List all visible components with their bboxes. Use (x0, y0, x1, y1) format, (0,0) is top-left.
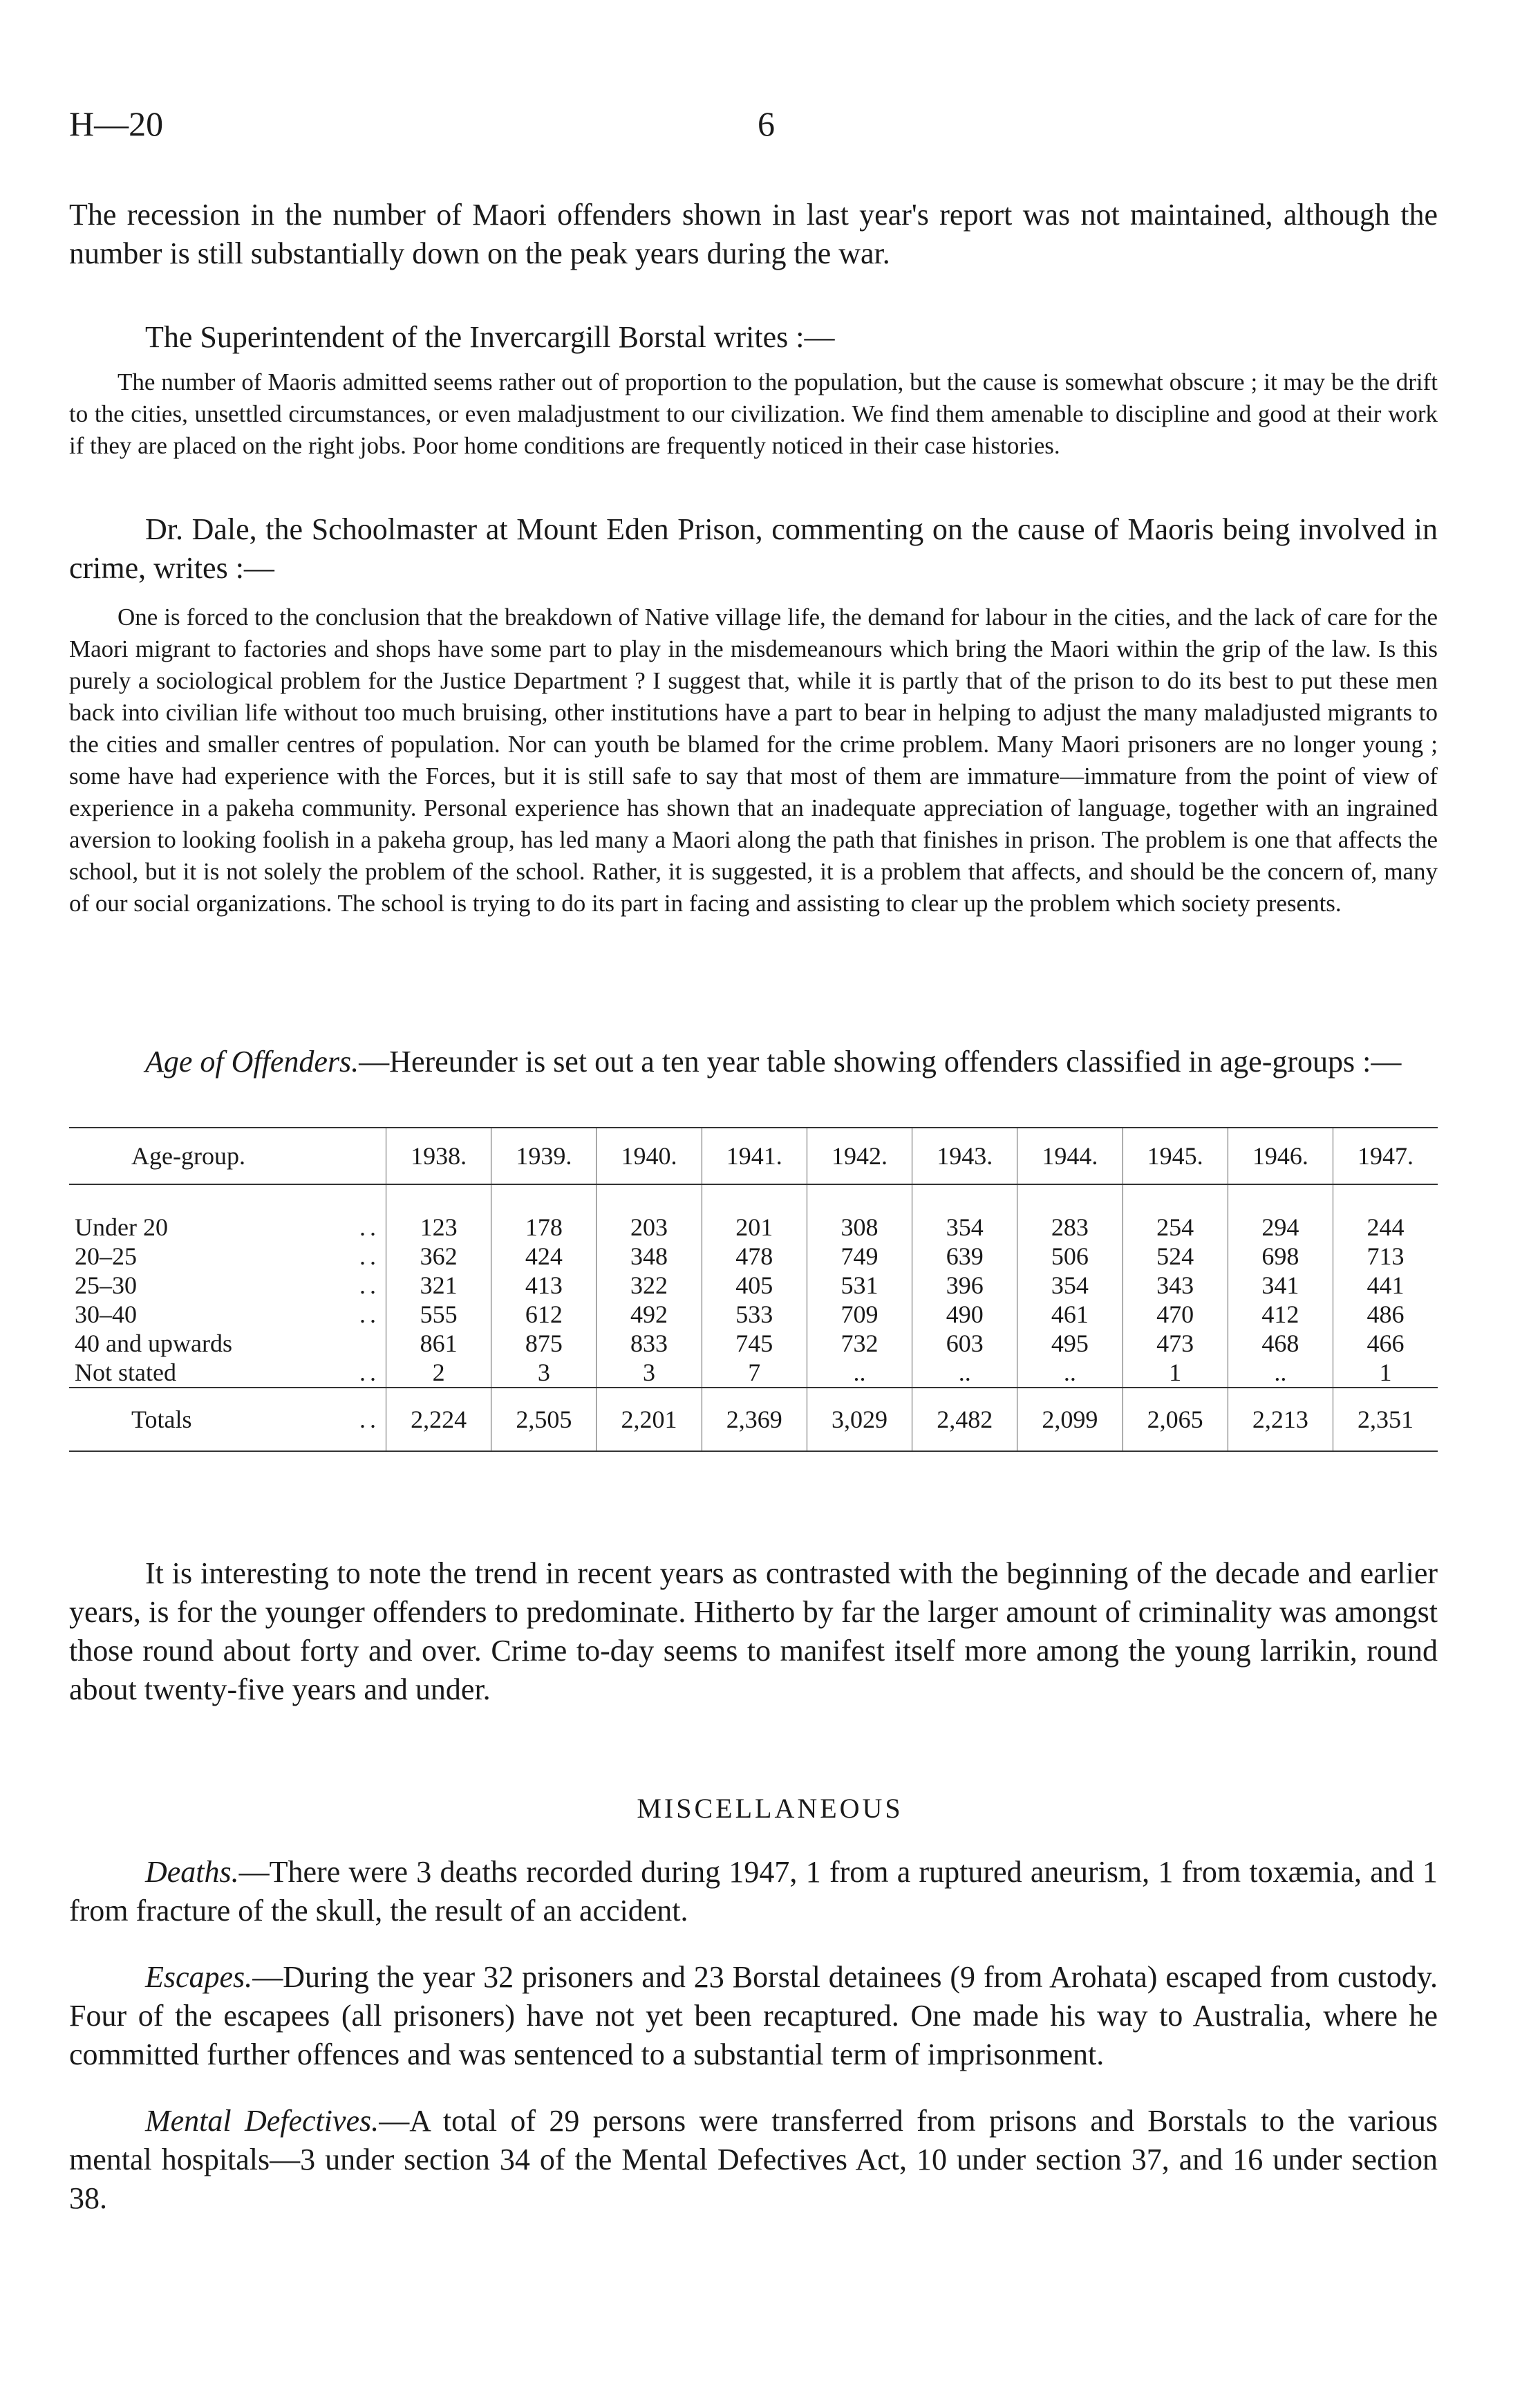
table-cell: 362 (386, 1242, 491, 1271)
table-cell: 413 (491, 1271, 597, 1300)
table-cell: 283 (1017, 1184, 1123, 1242)
leader-dots: .. (359, 1271, 380, 1299)
age-group-label (69, 1329, 386, 1358)
table-cell: 492 (597, 1300, 702, 1329)
header-year: 1939. (491, 1128, 597, 1184)
leader-dots: .. (359, 1300, 380, 1328)
table-cell: 833 (597, 1329, 702, 1358)
escapes-text: —During the year 32 prisoners and 23 Borstal detainees (9 from Arohata) escaped from custody. Four of the escapees (all prisoners) have not yet been recaptured. One made his way to Australia, where he committed further offences and was sentenced to a substantial term of imprisonment. (69, 1960, 1438, 2071)
table-cell: 321 (386, 1271, 491, 1300)
table-cell: 732 (807, 1329, 912, 1358)
table-header-row (69, 1128, 1438, 1184)
paragraph-age-of-offenders (69, 1043, 1438, 1081)
table-row (69, 1358, 1438, 1388)
page-header (69, 104, 1438, 159)
document-code: H—20 (69, 104, 164, 143)
age-of-offenders-heading: Age of Offenders. (145, 1045, 359, 1079)
table-cell: 254 (1123, 1184, 1228, 1242)
table-cell: 612 (491, 1300, 597, 1329)
table-cell: 468 (1228, 1329, 1333, 1358)
paragraph-superintendent: The Superintendent of the Invercargill Borstal writes :— (145, 320, 835, 354)
leader-dots: .. (359, 1359, 380, 1386)
leader-dots: .. (359, 1406, 380, 1433)
table-cell: .. (1228, 1358, 1333, 1388)
table-cell: 201 (702, 1184, 807, 1242)
page-number: 6 (758, 104, 775, 143)
leader-dots: .. (359, 1242, 380, 1270)
table-cell: 308 (807, 1184, 912, 1242)
paragraph-trend: It is interesting to note the trend in recent years as contrasted with the beginning of the decade and earlier years, is for the younger offenders to predominate. Hitherto by far the larger amount of criminality was amongst those round about forty and over. Crime to-day seems to manifest itself more among the young larrikin, round about twenty-five years and under. (69, 1556, 1438, 1706)
totals-row (69, 1388, 1438, 1451)
table-cell: 3 (597, 1358, 702, 1388)
table-cell: 244 (1333, 1184, 1438, 1242)
quote-dr-dale: One is forced to the conclusion that the breakdown of Native village life, the demand for labour in the cities, and the lack of care for the Maori migrant to factories and shops have some part to play in the misdemeanours which bring the Maori within the grip of the law. Is this purely a sociological problem for the Justice Department ? I suggest that, while it is partly that of the prison to do its best to put these men back into civilian life without too much bruising, other institutions have a part to bear in helping to adjust the many maladjusted migrants to the cities and smaller centres of population. Nor can youth be blamed for the crime problem. Many Maori prisoners are no longer young ; some have had experience with the Forces, but it is still safe to say that most of them are immature—immature from the point of view of experience in a pakeha community. Personal experience has shown that an inadequate appreciation of language, together with an ingrained aversion to looking foolish in a pakeha group, has led many a Maori along the path that finishes in prison. The problem is one that affects the school, but it is not solely the problem of the school. Rather, it is suggested, it is a problem that affects, and should be the concern of, many of our social organizations. The school is trying to do its part in facing and assisting to clear up the problem which society presents. (69, 604, 1438, 917)
table-cell: 123 (386, 1184, 491, 1242)
header-year: 1942. (807, 1128, 912, 1184)
table-cell: .. (1017, 1358, 1123, 1388)
total-cell: 2,099 (1017, 1388, 1123, 1451)
header-year: 1944. (1017, 1128, 1123, 1184)
table-cell: 749 (807, 1242, 912, 1271)
table-cell: 2 (386, 1358, 491, 1388)
table-cell: 470 (1123, 1300, 1228, 1329)
total-cell: 2,482 (912, 1388, 1017, 1451)
paragraph-deaths (69, 1853, 1438, 1930)
table-cell: 3 (491, 1358, 597, 1388)
age-group-label (69, 1242, 386, 1271)
table-cell: 533 (702, 1300, 807, 1329)
table-cell: 861 (386, 1329, 491, 1358)
table-cell: 495 (1017, 1329, 1123, 1358)
age-group-table (69, 1127, 1438, 1452)
header-year: 1947. (1333, 1128, 1438, 1184)
header-age-group: Age-group. (69, 1128, 386, 1184)
table-cell: 713 (1333, 1242, 1438, 1271)
table-cell: 506 (1017, 1242, 1123, 1271)
table-cell: 466 (1333, 1329, 1438, 1358)
paragraph-escapes (69, 1958, 1438, 2074)
age-group-name: 25–30 (75, 1271, 137, 1299)
total-cell: 2,351 (1333, 1388, 1438, 1451)
header-year: 1946. (1228, 1128, 1333, 1184)
age-group-name: Not stated (75, 1359, 176, 1386)
table-cell: 531 (807, 1271, 912, 1300)
paragraph-mental-defectives (69, 2102, 1438, 2218)
total-cell: 2,065 (1123, 1388, 1228, 1451)
table-cell: 424 (491, 1242, 597, 1271)
table-cell: 745 (702, 1329, 807, 1358)
table-row (69, 1271, 1438, 1300)
deaths-heading: Deaths. (145, 1855, 239, 1889)
table-cell: 354 (912, 1184, 1017, 1242)
header-year: 1938. (386, 1128, 491, 1184)
table-cell: 555 (386, 1300, 491, 1329)
age-group-name: 20–25 (75, 1242, 137, 1270)
leader-dots: .. (359, 1213, 380, 1241)
table-cell: 473 (1123, 1329, 1228, 1358)
table-cell: 294 (1228, 1184, 1333, 1242)
header-year: 1943. (912, 1128, 1017, 1184)
escapes-heading: Escapes. (145, 1960, 253, 1994)
table-cell: 178 (491, 1184, 597, 1242)
table-cell: 709 (807, 1300, 912, 1329)
table-cell: 524 (1123, 1242, 1228, 1271)
table-cell: 478 (702, 1242, 807, 1271)
totals-label (69, 1388, 386, 1451)
age-group-label (69, 1358, 386, 1388)
header-year: 1941. (702, 1128, 807, 1184)
header-year: 1940. (597, 1128, 702, 1184)
header-year: 1945. (1123, 1128, 1228, 1184)
total-cell: 2,213 (1228, 1388, 1333, 1451)
table-cell: 396 (912, 1271, 1017, 1300)
table-cell: 698 (1228, 1242, 1333, 1271)
table-cell: 603 (912, 1329, 1017, 1358)
age-group-name: 40 and upwards (75, 1330, 232, 1357)
table-cell: 486 (1333, 1300, 1438, 1329)
table-cell: 341 (1228, 1271, 1333, 1300)
table-cell: 875 (491, 1329, 597, 1358)
table-cell: .. (807, 1358, 912, 1388)
table-row (69, 1184, 1438, 1242)
miscellaneous-heading: MISCELLANEOUS (637, 1793, 903, 1824)
table-cell: .. (912, 1358, 1017, 1388)
table-cell: 441 (1333, 1271, 1438, 1300)
total-cell: 2,505 (491, 1388, 597, 1451)
table-cell: 490 (912, 1300, 1017, 1329)
total-cell: 2,369 (702, 1388, 807, 1451)
age-group-label (69, 1184, 386, 1242)
age-group-label (69, 1300, 386, 1329)
age-of-offenders-text: —Hereunder is set out a ten year table showing offenders classified in age-groups :— (359, 1045, 1402, 1079)
total-cell: 2,224 (386, 1388, 491, 1451)
total-cell: 3,029 (807, 1388, 912, 1451)
total-cell: 2,201 (597, 1388, 702, 1451)
age-group-label (69, 1271, 386, 1300)
table-cell: 639 (912, 1242, 1017, 1271)
quote-superintendent: The number of Maoris admitted seems rather out of proportion to the population, but the cause is somewhat obscure ; it may be the drift to the cities, unsettled circumstances, or even maladjustment to our civilization. We find them amenable to discipline and good at their work if they are placed on the right jobs. Poor home conditions are frequently noticed in their case histories. (69, 369, 1438, 459)
deaths-text: —There were 3 deaths recorded during 1947, 1 from a ruptured aneurism, 1 from toxæmia, and 1 from fracture of the skull, the result of an accident. (69, 1855, 1438, 1928)
table-row (69, 1329, 1438, 1358)
table-cell: 461 (1017, 1300, 1123, 1329)
paragraph-recession: The recession in the number of Maori offenders shown in last year's report was not maintained, although the number is still substantially down on the peak years during the war. (69, 198, 1438, 270)
table-cell: 322 (597, 1271, 702, 1300)
mental-defectives-heading: Mental Defectives. (145, 2104, 379, 2138)
table-cell: 354 (1017, 1271, 1123, 1300)
table-row (69, 1300, 1438, 1329)
paragraph-dr-dale: Dr. Dale, the Schoolmaster at Mount Eden Prison, commenting on the cause of Maoris being involved in crime, writes :— (69, 512, 1438, 585)
table-cell: 7 (702, 1358, 807, 1388)
age-group-name: Under 20 (75, 1213, 168, 1241)
age-group-name: 30–40 (75, 1300, 137, 1328)
table-cell: 405 (702, 1271, 807, 1300)
table-cell: 1 (1333, 1358, 1438, 1388)
table-cell: 412 (1228, 1300, 1333, 1329)
table-row (69, 1242, 1438, 1271)
table-cell: 1 (1123, 1358, 1228, 1388)
table-cell: 343 (1123, 1271, 1228, 1300)
totals-label-text: Totals (131, 1406, 192, 1433)
table-cell: 203 (597, 1184, 702, 1242)
table-cell: 348 (597, 1242, 702, 1271)
mental-defectives-text: —A total of 29 persons were transferred from prisons and Borstals to the various mental hospitals—3 under section 34 of the Mental Defectives Act, 10 under section 37, and 16 under section 38. (69, 2104, 1438, 2215)
